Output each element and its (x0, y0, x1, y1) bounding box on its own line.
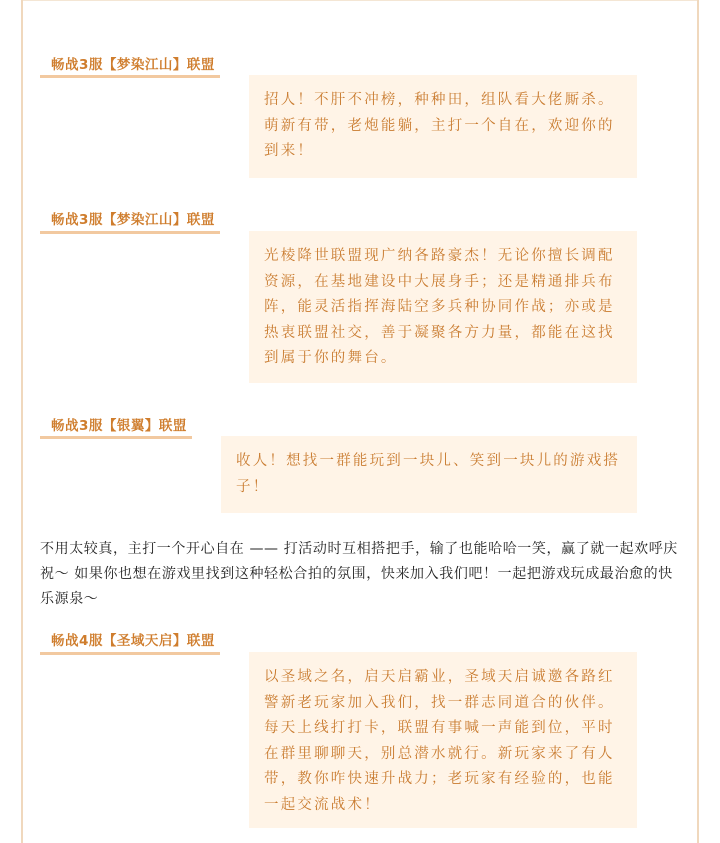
recruit-bubble-1: 招人！不肝不冲榜，种种田，组队看大佬厮杀。萌新有带，老炮能躺，主打一个自在，欢迎你的到来！ (249, 75, 637, 178)
alliance-label-2: 畅战3服【梦染江山】联盟 (51, 212, 215, 228)
alliance-label-1: 畅战3服【梦染江山】联盟 (51, 57, 215, 73)
label-underline-3 (40, 436, 192, 439)
top-border (21, 0, 699, 1)
intro-paragraph: 不用太较真，主打一个开心自在 —— 打活动时互相搭把手，输了也能哈哈一笑，赢了就一起欢呼庆祝～ 如果你也想在游戏里找到这种轻松合拍的氛围，快来加入我们吧！一起把游戏玩成最治愈的快乐源泉～ (40, 541, 678, 607)
alliance-label-4: 畅战4服【圣域天启】联盟 (51, 633, 215, 649)
alliance-label-3: 畅战3服【银翼】联盟 (51, 418, 187, 434)
left-border (21, 0, 23, 843)
label-underline-4 (40, 652, 220, 655)
recruit-bubble-3: 收人！想找一群能玩到一块儿、笑到一块儿的游戏搭子！ (221, 436, 637, 513)
recruit-bubble-4: 以圣域之名，启天启霸业，圣域天启诚邀各路红警新老玩家加入我们，找一群志同道合的伙伴。每天上线打打卡，联盟有事喊一声能到位，平时在群里聊聊天，别总潜水就行。新玩家来了有人带，教你咋快速升战力；老玩家有经验的，也能一起交流战术！ (249, 652, 637, 828)
label-underline-2 (40, 231, 220, 234)
right-border (697, 0, 699, 843)
recruit-bubble-2: 光棱降世联盟现广纳各路豪杰！无论你擅长调配资源，在基地建设中大展身手；还是精通排兵布阵，能灵活指挥海陆空多兵种协同作战；亦或是热衷联盟社交，善于凝聚各方力量，都能在这找到属于你的舞台。 (249, 231, 637, 383)
label-underline-1 (40, 75, 220, 78)
